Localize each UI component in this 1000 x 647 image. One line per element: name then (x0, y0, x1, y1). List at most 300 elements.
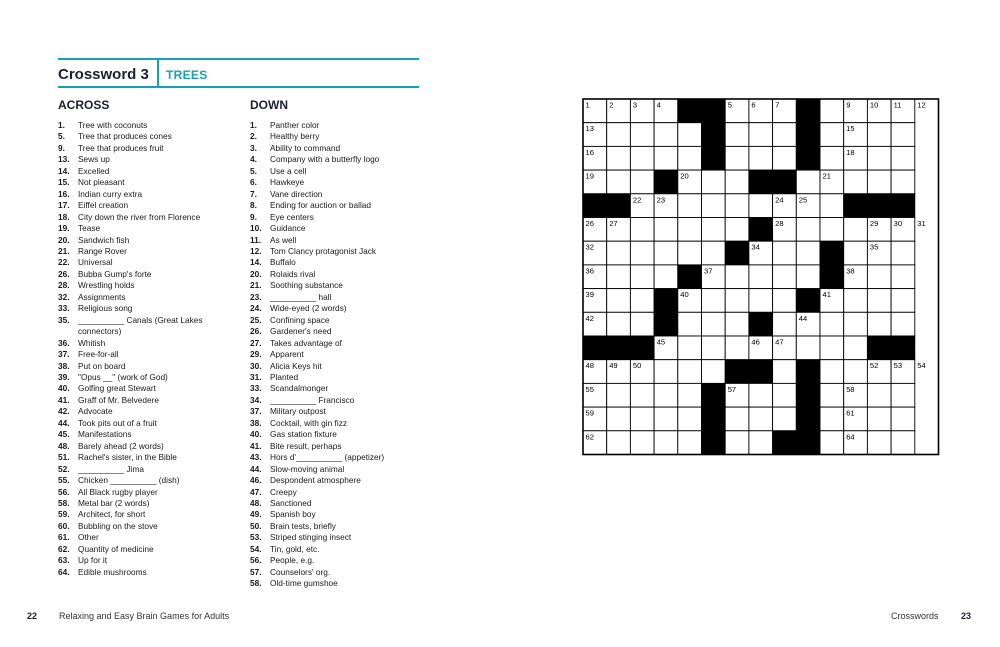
clue-number: 18. (58, 211, 70, 222)
clue-text: Guidance (270, 223, 306, 234)
down-clue (250, 544, 384, 555)
cell-number: 20 (680, 171, 689, 181)
black-cell (678, 99, 702, 123)
clue-number: 59. (58, 509, 70, 520)
black-cell (630, 336, 654, 360)
clue-text: Assignments (78, 291, 126, 302)
footer-left-page-number: 22 (27, 611, 38, 621)
clue-number: 17. (58, 200, 70, 211)
across-clue (58, 487, 203, 498)
down-clue (250, 555, 384, 566)
clue-text: Planted (270, 371, 299, 382)
clue-text: Edible mushrooms (78, 566, 147, 577)
grid-cell[interactable] (702, 218, 726, 242)
down-clue (250, 383, 384, 394)
down-clue (250, 166, 384, 177)
grid-cell[interactable] (773, 407, 797, 431)
grid-cell[interactable] (796, 336, 820, 360)
down-clue (250, 429, 384, 440)
across-clue (58, 349, 203, 360)
clue-number: 9. (250, 211, 257, 222)
grid-cell[interactable] (678, 431, 702, 455)
clue-text: People, e.g. (270, 555, 315, 566)
down-heading: DOWN (250, 98, 288, 112)
clue-number: 56. (250, 555, 262, 566)
grid-cell[interactable] (844, 289, 868, 313)
clue-text: Apparent (270, 349, 304, 360)
clue-text: Not pleasant (78, 177, 125, 188)
grid-cell[interactable] (844, 241, 868, 265)
clue-text: Indian curry extra (78, 188, 143, 199)
clue-text: Bite result, perhaps (270, 440, 342, 451)
grid-cell[interactable] (891, 431, 915, 455)
clue-number: 26. (250, 326, 262, 337)
clue-text: Graff of Mr. Belvedere (78, 394, 160, 405)
grid-cell[interactable] (820, 383, 844, 407)
cell-number: 30 (893, 219, 903, 228)
clue-text: Hors d'__________ (appetizer) (270, 452, 385, 463)
grid-cell[interactable] (773, 289, 797, 313)
clue-text: Manifestations (78, 429, 132, 440)
clue-text: Takes advantage of (270, 337, 342, 348)
grid-cell[interactable] (607, 312, 631, 336)
cell-number: 9 (846, 100, 851, 110)
clue-number: 19. (58, 223, 70, 234)
grid-cell[interactable] (749, 265, 773, 289)
grid-cell[interactable] (607, 241, 631, 265)
across-heading: ACROSS (58, 98, 110, 112)
clue-number: 20. (250, 268, 262, 279)
grid-cell[interactable] (607, 170, 631, 194)
clue-number: 33. (250, 383, 262, 394)
clue-number: 20. (58, 234, 70, 245)
cell-number: 34 (751, 242, 760, 252)
clue-text: Striped stinging insect (270, 532, 352, 543)
down-clue (250, 200, 384, 211)
cell-number: 19 (585, 171, 594, 181)
grid-cell[interactable] (654, 241, 678, 265)
grid-cell[interactable] (654, 360, 678, 384)
grid-cell[interactable] (749, 123, 773, 147)
cell-number: 2 (609, 100, 614, 110)
cell-number: 47 (775, 337, 784, 347)
clue-text: Sandwich fish (78, 234, 130, 245)
clue-text: Slow-moving animal (270, 463, 345, 474)
clue-text: City down the river from Florence (78, 211, 201, 222)
grid-cell[interactable] (654, 407, 678, 431)
across-clue (58, 567, 203, 578)
clue-number: 43. (250, 452, 262, 463)
cell-number: 44 (798, 313, 808, 323)
cell-number: 13 (585, 124, 594, 134)
grid-cell[interactable] (725, 336, 749, 360)
clue-text: Brain tests, briefly (270, 520, 336, 531)
grid-cell[interactable] (867, 265, 891, 289)
clue-number: 48. (58, 440, 70, 451)
cell-number: 62 (585, 432, 594, 442)
grid-cell[interactable] (725, 312, 749, 336)
clue-text: connectors) (78, 326, 122, 337)
grid-cell[interactable] (725, 146, 749, 170)
across-clue (58, 166, 203, 177)
down-clue (250, 521, 384, 532)
clue-number: 9. (58, 142, 65, 153)
black-cell (583, 336, 607, 360)
grid-cell[interactable] (891, 383, 915, 407)
down-clue (250, 509, 384, 520)
down-clue (250, 257, 384, 268)
grid-cell[interactable] (725, 194, 749, 218)
across-clue (58, 212, 203, 223)
clue-number: 40. (58, 383, 70, 394)
grid-cell[interactable] (820, 431, 844, 455)
grid-cell[interactable] (654, 265, 678, 289)
across-clue-list (58, 120, 203, 578)
grid-cell[interactable] (820, 99, 844, 123)
grid-cell[interactable] (773, 383, 797, 407)
grid-cell[interactable] (630, 289, 654, 313)
cell-number: 15 (846, 124, 855, 134)
cell-number: 27 (609, 219, 618, 228)
black-cell (678, 265, 702, 289)
clue-text: Free-for-all (78, 349, 119, 360)
grid-cell[interactable] (678, 312, 702, 336)
grid-cell[interactable] (820, 336, 844, 360)
grid-cell[interactable] (678, 336, 702, 360)
down-clue (250, 418, 384, 429)
clue-number: 22. (58, 257, 70, 268)
grid-cell[interactable] (607, 146, 631, 170)
grid-cell[interactable] (654, 123, 678, 147)
down-clue (250, 280, 384, 291)
grid-cell[interactable] (820, 407, 844, 431)
down-clue (250, 498, 384, 509)
grid-cell[interactable] (820, 360, 844, 384)
clue-text: __________ hall (270, 291, 332, 302)
clue-text: __________ Canals (Great Lakes (78, 314, 203, 325)
grid-cell[interactable] (725, 218, 749, 242)
clue-number: 23. (250, 291, 262, 302)
grid-cell[interactable] (630, 241, 654, 265)
grid-cell[interactable] (820, 194, 844, 218)
clue-text: Religious song (78, 303, 133, 314)
grid-cell[interactable] (607, 123, 631, 147)
grid-cell[interactable] (630, 265, 654, 289)
down-clue (250, 532, 384, 543)
across-clue (58, 257, 203, 268)
grid-cell[interactable] (678, 123, 702, 147)
down-clue (250, 567, 384, 578)
black-cell (654, 289, 678, 313)
clue-text: Ability to command (270, 142, 341, 153)
clue-text: Chicken __________ (dish) (78, 475, 180, 486)
cell-number: 45 (656, 337, 666, 347)
grid-cell[interactable] (607, 407, 631, 431)
clue-number: 11. (250, 234, 262, 245)
grid-cell[interactable] (678, 360, 702, 384)
grid-cell[interactable] (630, 218, 654, 242)
grid-cell[interactable] (844, 360, 868, 384)
clue-text: Gardener's need (270, 326, 332, 337)
grid-cell[interactable] (702, 170, 726, 194)
cell-number: 21 (822, 171, 831, 181)
grid-cell[interactable] (773, 360, 797, 384)
clue-text: Soothing substance (270, 280, 343, 291)
clue-number: 1. (250, 120, 257, 130)
black-cell (583, 194, 607, 218)
grid-cell[interactable] (773, 312, 797, 336)
cell-number: 14 (704, 124, 713, 134)
grid-cell[interactable] (725, 289, 749, 313)
black-cell (773, 431, 797, 455)
grid-cell[interactable] (702, 312, 726, 336)
cell-number: 64 (846, 432, 855, 442)
across-clue (58, 303, 203, 314)
down-clue (250, 452, 384, 463)
cell-number: 4 (656, 100, 661, 110)
clue-number: 12. (250, 245, 262, 256)
across-clue (58, 235, 203, 246)
clue-number: 37. (58, 349, 70, 360)
clue-number: 63. (58, 555, 70, 566)
clue-text: __________ Jima (78, 463, 144, 474)
grid-cell[interactable] (607, 289, 631, 313)
cell-number: 18 (846, 147, 855, 157)
grid-cell[interactable] (796, 218, 820, 242)
grid-cell[interactable] (654, 218, 678, 242)
down-clue-list (250, 120, 384, 590)
clue-number: 40. (250, 429, 262, 440)
grid-cell[interactable] (891, 289, 915, 313)
across-clue (58, 326, 203, 337)
grid-cell[interactable] (630, 383, 654, 407)
grid-cell[interactable] (678, 218, 702, 242)
grid-cell[interactable] (820, 146, 844, 170)
clue-number: 60. (58, 520, 70, 531)
clue-number: 16. (58, 188, 70, 199)
grid-cell[interactable] (607, 383, 631, 407)
clue-number: 61. (58, 532, 70, 543)
grid-cell[interactable] (820, 123, 844, 147)
grid-cell[interactable] (749, 407, 773, 431)
clue-text: Old-time gumshoe (270, 578, 338, 589)
clue-number: 13. (58, 154, 70, 165)
grid-cell[interactable] (654, 146, 678, 170)
grid-cell[interactable] (654, 383, 678, 407)
black-cell (796, 123, 820, 147)
grid-cell[interactable] (844, 336, 868, 360)
grid-cell[interactable] (867, 407, 891, 431)
clue-number: 26. (58, 268, 70, 279)
grid-cell[interactable] (891, 241, 915, 265)
grid-cell[interactable] (702, 194, 726, 218)
grid-cell[interactable] (891, 265, 915, 289)
grid-cell[interactable] (867, 289, 891, 313)
cell-number: 54 (917, 361, 926, 371)
grid-cell[interactable] (796, 170, 820, 194)
black-cell (702, 99, 726, 123)
down-clue (250, 338, 384, 349)
grid-cell[interactable] (867, 170, 891, 194)
across-clue (58, 280, 203, 291)
clue-text: Spanish boy (270, 509, 316, 520)
across-clue (58, 315, 203, 326)
black-cell (796, 360, 820, 384)
grid-cell[interactable] (749, 383, 773, 407)
grid-cell[interactable] (749, 146, 773, 170)
clue-text: Tom Clancy protagonist Jack (270, 245, 377, 256)
clue-number: 54. (250, 543, 262, 554)
clue-number: 41. (250, 440, 262, 451)
clue-text: All Black rugby player (78, 486, 158, 497)
black-cell (796, 289, 820, 313)
grid-cell[interactable] (749, 431, 773, 455)
across-clue (58, 292, 203, 303)
grid-cell[interactable] (702, 289, 726, 313)
grid-cell[interactable] (867, 123, 891, 147)
clue-text: Tree that produces cones (78, 131, 172, 142)
grid-cell[interactable] (891, 146, 915, 170)
grid-cell[interactable] (725, 407, 749, 431)
grid-cell[interactable] (702, 241, 726, 265)
clue-text: Rolaids rival (270, 268, 316, 279)
clue-text: Creepy (270, 486, 297, 497)
clue-number: 24. (250, 303, 262, 314)
down-clue (250, 177, 384, 188)
grid-cell[interactable] (820, 218, 844, 242)
cell-number: 63 (704, 432, 713, 442)
cell-number: 17 (704, 147, 713, 157)
grid-cell[interactable] (702, 336, 726, 360)
clue-number: 36. (58, 337, 70, 348)
clue-text: Tree with coconuts (78, 120, 148, 130)
clue-number: 6. (250, 177, 257, 188)
grid-cell[interactable] (844, 218, 868, 242)
across-clue (58, 269, 203, 280)
grid-cell[interactable] (654, 431, 678, 455)
clue-text: As well (270, 234, 297, 245)
clue-text: __________ Francisco (270, 394, 355, 405)
cell-number: 33 (727, 242, 737, 252)
clue-number: 15. (58, 177, 70, 188)
grid-cell[interactable] (630, 431, 654, 455)
cell-number: 59 (585, 408, 594, 418)
grid-cell[interactable] (678, 241, 702, 265)
grid-cell[interactable] (891, 123, 915, 147)
down-clue (250, 349, 384, 360)
across-clue (58, 429, 203, 440)
cell-number: 35 (869, 242, 879, 252)
down-clue (250, 154, 384, 165)
clue-text: Metal bar (2 words) (78, 497, 150, 508)
black-cell (773, 170, 797, 194)
clue-text: Tree that produces fruit (78, 142, 164, 153)
grid-cell[interactable] (796, 265, 820, 289)
grid-cell[interactable] (630, 312, 654, 336)
clue-text: Golfing great Stewart (78, 383, 156, 394)
grid-cell[interactable] (773, 146, 797, 170)
clue-text: Bubba Gump's forte (78, 268, 152, 279)
clue-text: Barely ahead (2 words) (78, 440, 164, 451)
grid-cell[interactable] (867, 383, 891, 407)
cell-number: 40 (680, 290, 689, 300)
clue-text: Tease (78, 223, 101, 234)
black-cell (749, 312, 773, 336)
grid-cell[interactable] (749, 289, 773, 313)
grid-cell[interactable] (867, 146, 891, 170)
grid-cell[interactable] (725, 265, 749, 289)
grid-cell[interactable] (725, 431, 749, 455)
cell-number: 11 (893, 100, 902, 110)
down-clue (250, 292, 384, 303)
across-clue (58, 555, 203, 566)
cell-number: 7 (775, 100, 780, 110)
cell-number: 25 (798, 195, 808, 205)
clue-number: 34. (250, 394, 262, 405)
grid-cell[interactable] (607, 265, 631, 289)
grid-cell[interactable] (844, 170, 868, 194)
across-clue (58, 532, 203, 543)
clue-number: 8. (250, 200, 257, 211)
clue-text: Alicia Keys hit (270, 360, 322, 371)
black-cell (891, 336, 915, 360)
grid-cell[interactable] (678, 194, 702, 218)
grid-cell[interactable] (607, 431, 631, 455)
grid-cell[interactable] (891, 407, 915, 431)
grid-cell[interactable] (749, 194, 773, 218)
across-clue (58, 464, 203, 475)
grid-cell[interactable] (630, 146, 654, 170)
grid-cell[interactable] (725, 123, 749, 147)
grid-cell[interactable] (796, 241, 820, 265)
grid-cell[interactable] (678, 407, 702, 431)
grid-cell[interactable] (773, 265, 797, 289)
black-cell (891, 194, 915, 218)
grid-cell[interactable] (773, 123, 797, 147)
clue-text: Buffalo (270, 257, 296, 268)
grid-cell[interactable] (867, 312, 891, 336)
grid-cell[interactable] (725, 170, 749, 194)
grid-cell[interactable] (630, 123, 654, 147)
grid-cell[interactable] (820, 312, 844, 336)
grid-cell[interactable] (773, 241, 797, 265)
across-clue (58, 154, 203, 165)
cell-number: 57 (727, 384, 737, 394)
clue-number: 51. (58, 452, 70, 463)
grid-cell[interactable] (891, 170, 915, 194)
grid-cell[interactable] (630, 407, 654, 431)
clue-number: 2. (250, 131, 257, 142)
grid-cell[interactable] (678, 146, 702, 170)
across-clue (58, 372, 203, 383)
grid-cell[interactable] (844, 312, 868, 336)
grid-cell[interactable] (891, 312, 915, 336)
grid-cell[interactable] (702, 360, 726, 384)
clue-number: 33. (58, 303, 70, 314)
grid-cell[interactable] (630, 170, 654, 194)
cell-number: 6 (751, 100, 756, 110)
grid-cell[interactable] (678, 383, 702, 407)
clue-text: Panther color (270, 120, 320, 130)
clue-number: 5. (250, 165, 257, 176)
clue-text: Military outpost (270, 406, 326, 417)
down-clue (250, 143, 384, 154)
grid-cell[interactable] (867, 431, 891, 455)
across-clue (58, 475, 203, 486)
across-clue (58, 509, 203, 520)
clue-text: Scandalmonger (270, 383, 329, 394)
black-cell (654, 170, 678, 194)
